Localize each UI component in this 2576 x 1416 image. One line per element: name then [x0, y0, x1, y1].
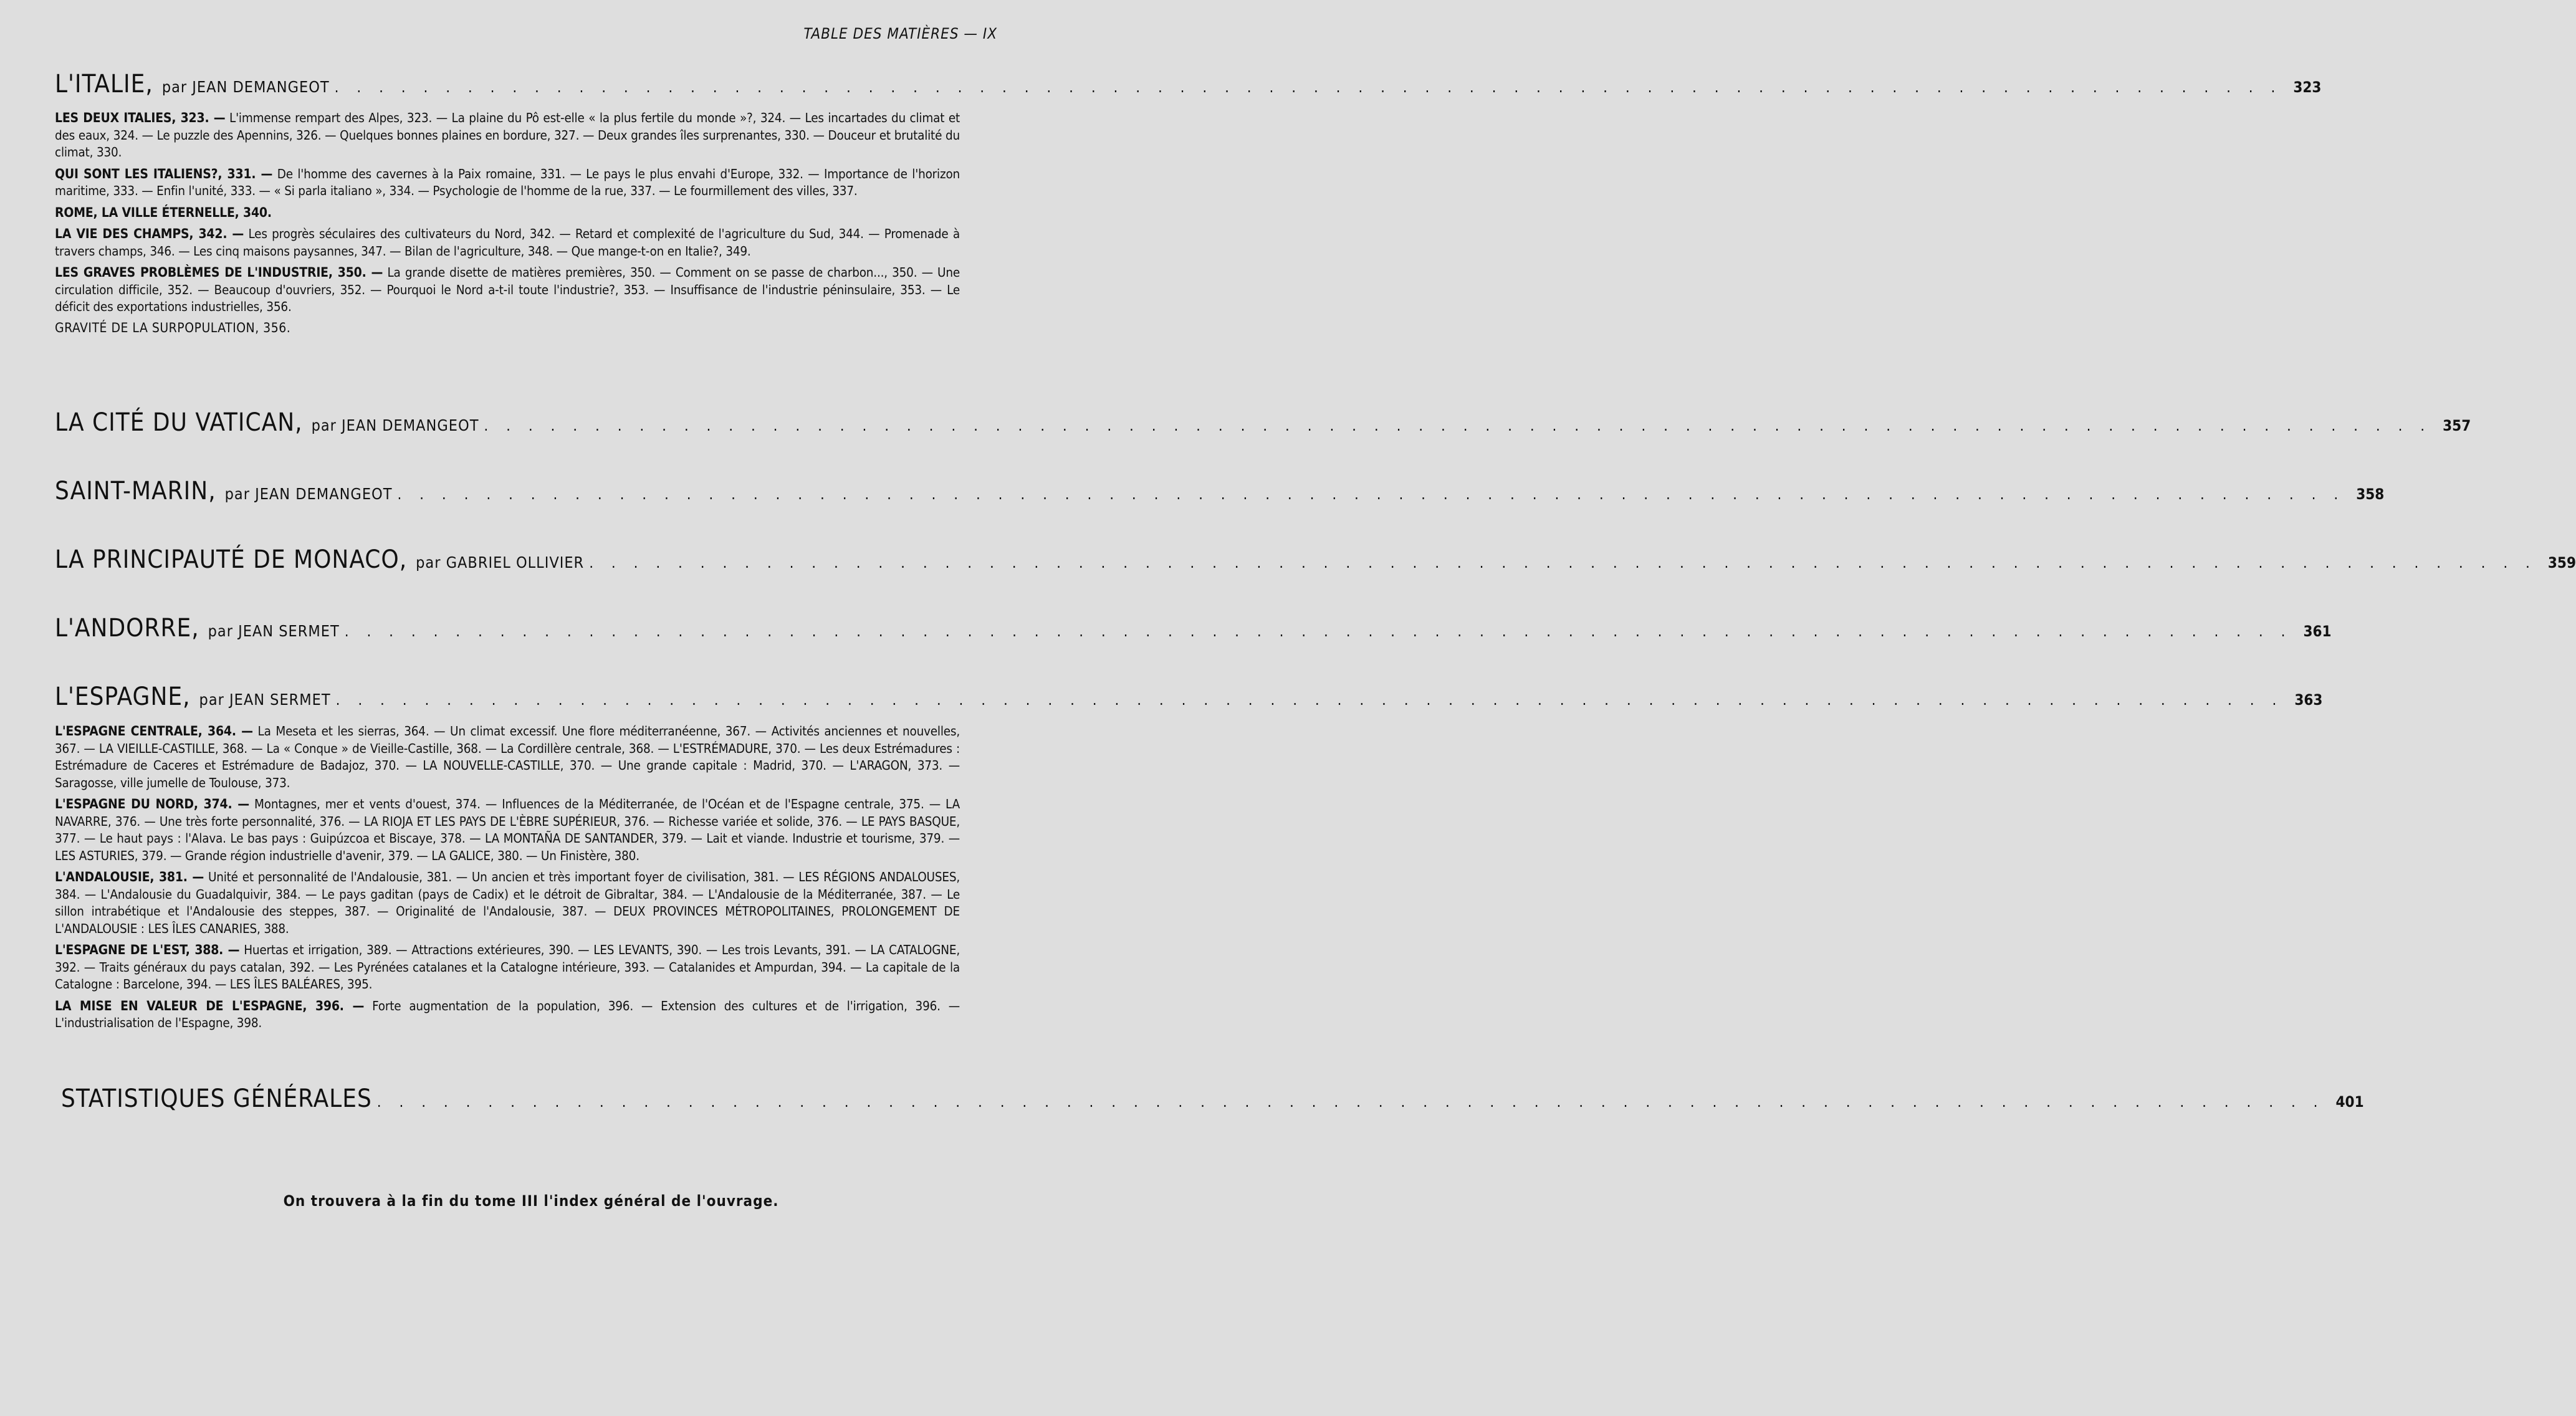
section-text: Montagnes, mer et vents d'ouest, 374. — Influences de la Méditerranée, de l'Océan et de l'Espagne centrale, 375. — LA NAVARRE, 376. — Une très forte personnalité, 376. — LA RIOJA ET LES PAYS DE L'ÈBRE SUPÉRIEUR, 376. — Richesse variée et solide, 376. — LE PAYS BASQUE, 377. — Le haut pays : l'Alava. Le bas pays : Guipúzcoa et Biscaye, 378. — LA MONTAÑA DE SANTANDER, 379. — Lait et viande. Industrie et tourisme, 379. — LES ASTURIES, 379. — Grande région industrielle d'avenir, 379. — LA GALICE, 380. — Un Finistère, 380.: [55, 796, 960, 863]
entry-page: 323: [2293, 79, 2322, 96]
section-text: De l'homme des cavernes à la Paix romaine, 331. — Le pays le plus envahi d'Europe, 332. — Importance de l'horizon maritime, 333. — Enfin l'unité, 333. — « Si parla italiano », 334. — Psychologie de l'homme de la rue, 337. — Le fourmillement des villes, 337.: [55, 166, 960, 198]
section-head: LA MISE EN VALEUR DE L'ESPAGNE, 396. —: [55, 998, 365, 1013]
section-head: L'ANDALOUSIE, 381. —: [55, 869, 204, 884]
toc-entry-espagne[interactable]: [55, 682, 2323, 711]
section-text: Forte augmentation de la population, 396. — Extension des cultures et de l'irrigation, 396. — L'industrialisation de l'Espagne, 398.: [55, 998, 960, 1030]
section-paragraph: [55, 869, 960, 937]
toc-entry-andorre[interactable]: [55, 614, 2332, 643]
entry-title: STATISTIQUES GÉNÉRALES: [61, 1084, 372, 1113]
entry-page: 358: [2356, 486, 2385, 503]
dot-leader: . . . . . . . . . . . . . . . . . . . . . . . . . . . . . . . . . . . . . . . . . . . . . . . . . . . . . . . . . . . . . . . . . . . . . . . . . . . . . . . . . . . . . . . .: [335, 691, 2284, 709]
section-paragraph: [55, 166, 960, 200]
entry-page: 401: [2335, 1093, 2364, 1111]
section-head: QUI SONT LES ITALIENS?, 331. —: [55, 166, 273, 181]
section-paragraph: [55, 110, 960, 161]
dot-leader: . . . . . . . . . . . . . . . . . . . . . . . . . . . . . . . . . . . . . . . . . . . . . . . . . . . . . . . . . . . . . . . . . . . . . . . . . . . . . . . . . . . . . . . .: [589, 554, 2537, 572]
toc-entry-vatican[interactable]: [55, 408, 2471, 437]
section-head: L'ESPAGNE CENTRALE, 364. —: [55, 724, 253, 739]
section-paragraph: [55, 264, 960, 316]
section-paragraph: [55, 204, 960, 222]
entry-title: L'ANDORRE,: [55, 614, 199, 643]
entry-author: par JEAN DEMANGEOT: [224, 485, 393, 503]
entry-title: LA CITÉ DU VATICAN,: [55, 408, 303, 437]
entry-title: L'ITALIE,: [55, 70, 153, 98]
section-paragraph: [55, 723, 960, 792]
entry-page: 363: [2294, 691, 2323, 709]
section-paragraph: [55, 998, 960, 1032]
dot-leader: . . . . . . . . . . . . . . . . . . . . . . . . . . . . . . . . . . . . . . . . . . . . . . . . . . . . . . . . . . . . . . . . . . . . . . . . . . . . . . . . . . . . . . . .: [484, 417, 2432, 434]
entry-page: 357: [2443, 417, 2471, 434]
toc-entry-statistiques[interactable]: [61, 1084, 2364, 1113]
section-final: GRAVITÉ DE LA SURPOPULATION, 356.: [55, 320, 291, 335]
entry-author: par GABRIEL OLLIVIER: [416, 553, 585, 572]
section-text: La grande disette de matières premières, 350. — Comment on se passe de charbon..., 350. — Une circulation difficile, 352. — Beaucoup d'ouvriers, 352. — Pourquoi le Nord a-t-il toute l'industrie?, 353. — Insuffisance de l'industrie péninsulaire, 353. — Le déficit des exportations industrielles, 356.: [55, 265, 960, 314]
entry-author: par JEAN SERMET: [199, 691, 331, 709]
toc-entry-monaco[interactable]: [55, 545, 2576, 574]
section-text: Les progrès séculaires des cultivateurs du Nord, 342. — Retard et complexité de l'agriculture du Sud, 344. — Promenade à travers champs, 346. — Les cinq maisons paysannes, 347. — Bilan de l'agriculture, 348. — Que mange-t-on en Italie?, 349.: [55, 226, 960, 259]
section-head: LES GRAVES PROBLÈMES DE L'INDUSTRIE, 350. —: [55, 265, 383, 280]
entry-title: SAINT-MARIN,: [55, 477, 216, 505]
section-head: LES DEUX ITALIES, 323. —: [55, 110, 226, 125]
espagne-sections: [55, 723, 960, 1036]
italie-sections: [55, 110, 960, 335]
entry-author: par JEAN SERMET: [208, 622, 340, 640]
dot-leader: . . . . . . . . . . . . . . . . . . . . . . . . . . . . . . . . . . . . . . . . . . . . . . . . . . . . . . . . . . . . . . . . . . . . . . . . . . . . . . . . . . . . . . . .: [334, 79, 2282, 96]
toc-entry-saint-marin[interactable]: [55, 477, 2385, 505]
section-paragraph: [55, 942, 960, 993]
section-head: L'ESPAGNE DU NORD, 374. —: [55, 796, 249, 811]
entry-author: par JEAN DEMANGEOT: [311, 416, 479, 434]
entry-page: 361: [2303, 623, 2332, 640]
section-paragraph: [55, 796, 960, 864]
section-paragraph: [55, 226, 960, 260]
dot-leader: . . . . . . . . . . . . . . . . . . . . . . . . . . . . . . . . . . . . . . . . . . . . . . . . . . . . . . . . . . . . . . . . . . . . . . . . . . . . . . . . . . . . . . . .: [376, 1093, 2325, 1111]
running-header: TABLE DES MATIÈRES — IX: [803, 25, 997, 42]
entry-page: 359: [2547, 554, 2576, 572]
section-text: Huertas et irrigation, 389. — Attractions extérieures, 390. — LES LEVANTS, 390. — Les trois Levants, 391. — LA CATALOGNE, 392. — Traits généraux du pays catalan, 392. — Les Pyrénées catalanes et la Catalogne intérieure, 393. — Catalanides et Ampurdan, 394. — La capitale de la Catalogne : Barcelone, 394. — LES ÎLES BALÉARES, 395.: [55, 942, 960, 992]
section-head: LA VIE DES CHAMPS, 342. —: [55, 226, 244, 241]
toc-entry-italie[interactable]: [55, 70, 2322, 98]
dot-leader: . . . . . . . . . . . . . . . . . . . . . . . . . . . . . . . . . . . . . . . . . . . . . . . . . . . . . . . . . . . . . . . . . . . . . . . . . . . . . . . . . . . . . . . .: [397, 486, 2345, 503]
entry-author: par JEAN DEMANGEOT: [161, 78, 330, 96]
entry-title: L'ESPAGNE,: [55, 682, 191, 711]
section-text: L'immense rempart des Alpes, 323. — La plaine du Pô est-elle « la plus fertile du monde »?, 324. — Les incartades du climat et des eaux, 324. — Le puzzle des Apennins, 326. — Quelques bonnes plaines en bordure, 327. — Deux grandes îles surprenantes, 330. — Douceur et brutalité du climat, 330.: [55, 110, 960, 160]
dot-leader: . . . . . . . . . . . . . . . . . . . . . . . . . . . . . . . . . . . . . . . . . . . . . . . . . . . . . . . . . . . . . . . . . . . . . . . . . . . . . . . . . . . . . . . .: [344, 623, 2292, 640]
entry-title: LA PRINCIPAUTÉ DE MONACO,: [55, 545, 408, 574]
section-text: La Meseta et les sierras, 364. — Un climat excessif. Une flore méditerranéenne, 367. — Activités anciennes et nouvelles, 367. — LA VIEILLE-CASTILLE, 368. — La « Conque » de Vieille-Castille, 368. — La Cordillère centrale, 368. — L'ESTRÉMADURE, 370. — Les deux Estrémadures : Estrémadure de Caceres et Estrémadure de Badajoz, 370. — LA NOUVELLE-CASTILLE, 370. — Une grande capitale : Madrid, 370. — L'ARAGON, 373. — Saragosse, ville jumelle de Toulouse, 373.: [55, 724, 960, 790]
section-head: L'ESPAGNE DE L'EST, 388. —: [55, 942, 240, 957]
index-note: On trouvera à la fin du tome III l'index général de l'ouvrage.: [283, 1192, 779, 1210]
section-text: Unité et personnalité de l'Andalousie, 381. — Un ancien et très important foyer de civilisation, 381. — LES RÉGIONS ANDALOUSES, 384. — L'Andalousie du Guadalquivir, 384. — Le pays gaditan (pays de Cadix) et le détroit de Gibraltar, 384. — L'Andalousie de la Méditerranée, 387. — Le sillon intrabétique et l'Andalousie des steppes, 387. — Originalité de l'Andalousie, 387. — DEUX PROVINCES MÉTROPOLITAINES, PROLONGEMENT DE L'ANDALOUSIE : LES ÎLES CANARIES, 388.: [55, 869, 960, 936]
section-head: ROME, LA VILLE ÉTERNELLE, 340.: [55, 204, 272, 220]
